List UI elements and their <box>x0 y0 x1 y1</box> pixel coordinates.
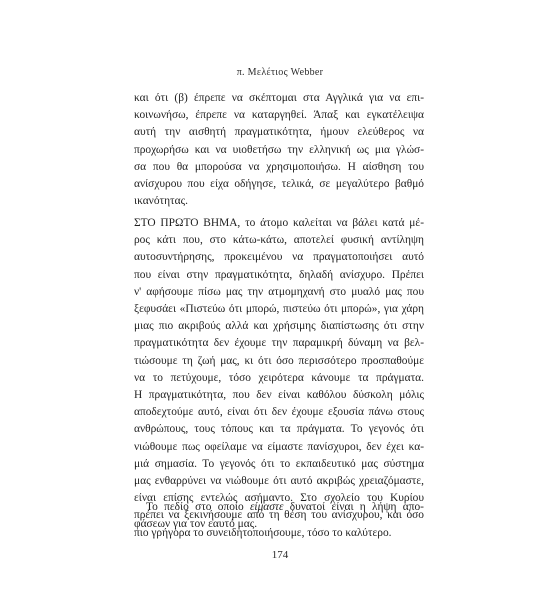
text-line: ξεφυσάει «Πιστεύω ότι μπορώ, πιστεύω ότι μπορώ», για χάρη <box>134 303 424 316</box>
text-line: πραγματικότητα δεν έχουμε την παραμικρή δύναμη να βελ- <box>134 337 424 350</box>
text-line: Η πραγματικότητα, που δεν είναι καθόλου δύσκολη μόλις <box>134 389 424 402</box>
text-line: αυτή την αισθητή πραγματικότητα, ήμουν ελεύθερος να <box>134 126 424 139</box>
text-line: αυτοσυντήρησης, προκειμένου να πραγματοποιήσει αυτό <box>134 251 424 264</box>
text-line: μιά σημασία. Το γεγονός ότι το εκπαιδευτικό μας σύστημα <box>134 457 424 470</box>
emphasis-text: είμαστε <box>249 501 284 513</box>
text-line: ΣΤΟ ΠΡΩΤΟ ΒΗΜΑ, το άτομο καλείται να βάλει κατά μέ- <box>134 217 424 229</box>
text-run: Το πεδίο στο οποίο <box>146 501 250 513</box>
running-head: π. Μελέτιος Webber <box>236 67 324 78</box>
text-line <box>134 499 424 516</box>
text-line: φάσεων για τον εαυτό μας. <box>134 518 258 531</box>
text-line: αποδεχτούμε αυτό, είναι ότι δεν έχουμε εξουσία πάνω στους <box>134 406 424 419</box>
paragraph-3 <box>134 499 424 533</box>
text-line: ανίσχυρου που είχα οδήγησε, τελικά, σε μεγαλύτερο βαθμό <box>134 178 424 191</box>
paragraph-1 <box>134 90 424 210</box>
text-line: και ότι (β) έπρεπε να σκέπτομαι στα Αγγλικά για να επι- <box>134 92 424 104</box>
text-line: κοινωνήσω, έπρεπε να καταργηθεί. Άπαξ και εγκατέλειψα <box>134 109 424 122</box>
text-line: που είναι στην πραγματικότητα, δηλαδή ανίσχυρο. Πρέπει <box>134 268 424 281</box>
text-line: προχωρήσω και να υιοθετήσω την ελληνική ως μια γλώσ- <box>134 143 424 156</box>
text-line: μας ενθαρρύνει να νιώθουμε ότι αυτό ακριβώς χρειαζόμαστε, <box>134 475 424 488</box>
text-line: ν' αφήσουμε πίσω μας την ατμομηχανή στο μυαλό μας που <box>134 285 424 298</box>
text-line: νιώθουμε πως οφείλαμε να είμαστε πανίσχυροι, δεν έχει κα- <box>134 440 424 453</box>
text-line: ικανότητας. <box>134 195 188 208</box>
page-number: 174 <box>271 549 289 561</box>
text-line: τιώσουμε τη ζωή μας, κι ότι όσο περισσότερο προσπαθούμε <box>134 354 424 367</box>
text-line: πιο γρήγορα το συνειδητοποιήσουμε, τόσο το καλύτερο. <box>134 526 392 539</box>
text-line: πρέπει να ξεκινήσουμε από τη θέση του ανίσχυρου, και όσο <box>134 509 424 522</box>
paragraph-2 <box>134 215 424 542</box>
text-line: ανθρώπους, τους τόπους και τα πράγματα. Το γεγονός ότι <box>134 423 424 436</box>
text-line: είναι επίσης εντελώς ασήμαντο. Στο σχολείο του Κυρίου <box>134 492 424 505</box>
text-run: δυνατοί είναι η λήψη απο- <box>283 501 424 513</box>
text-line: ρος κάτι που, στο κάτω-κάτω, αποτελεί φυσική αντίληψη <box>134 234 424 247</box>
text-line: μιας πιο ακριβούς αλλά και χρήσιμης διαπίστωσης ότι στην <box>134 320 424 333</box>
text-line: να το πετύχουμε, τόσο χειρότερα κάνουμε τα πράγματα. <box>134 371 424 384</box>
text-line: σα που θα μπορούσα να χρησιμοποιήσω. Η αίσθηση του <box>134 160 424 173</box>
